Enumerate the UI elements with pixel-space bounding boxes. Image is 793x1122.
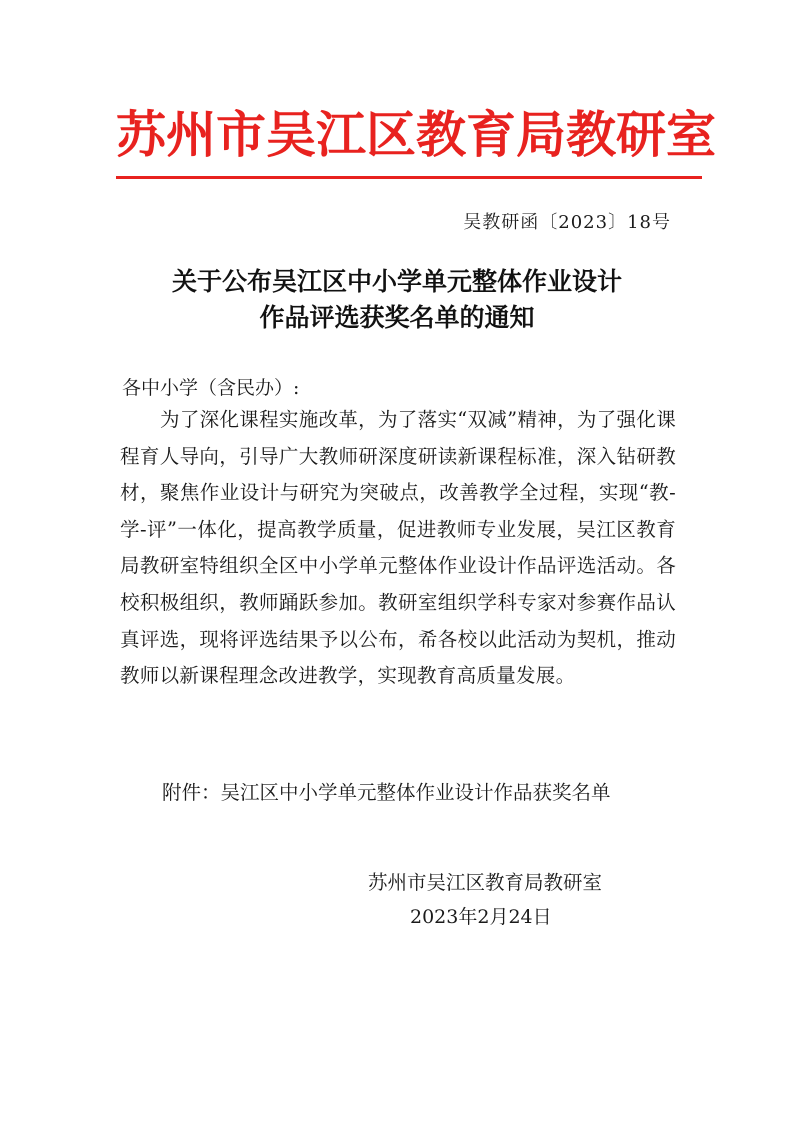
notice-title-line-1: 关于公布吴江区中小学单元整体作业设计 [171, 267, 622, 296]
salutation: 各中小学（含民办）: [122, 377, 300, 399]
notice-title-line-2: 作品评选获奖名单的通知 [259, 303, 535, 332]
attachment-line: 附件：吴江区中小学单元整体作业设计作品获奖名单 [162, 781, 611, 804]
letterhead-title: 苏州市吴江区教育局教研室 [116, 105, 716, 164]
signature-organization: 苏州市吴江区教育局教研室 [368, 871, 603, 894]
signature-date: 2023年2月24日 [410, 906, 552, 928]
body-paragraph: 为了深化课程实施改革，为了落实“双减”精神，为了强化课程育人导向，引导广大教师研深度研读新课程标准，深入钻研教材，聚焦作业设计与研究为突破点，改善教学全过程，实现“教-学-评”一体化，提高教学质量，促进教师专业发展，吴江区教育局教研室特组织全区中小学单元整体作业设计作品评选活动。各校积极组织，教师踊跃参加。教研室组织学科专家对参赛作品认真评选，现将评选结果予以公布，希各校以此活动为契机，推动教师以新课程理念改进教学，实现教育高质量发展。 [120, 408, 676, 688]
notice-title [116, 264, 678, 336]
letterhead-red-rule [116, 176, 702, 179]
document-number: 吴教研函〔2023〕18号 [463, 212, 671, 233]
